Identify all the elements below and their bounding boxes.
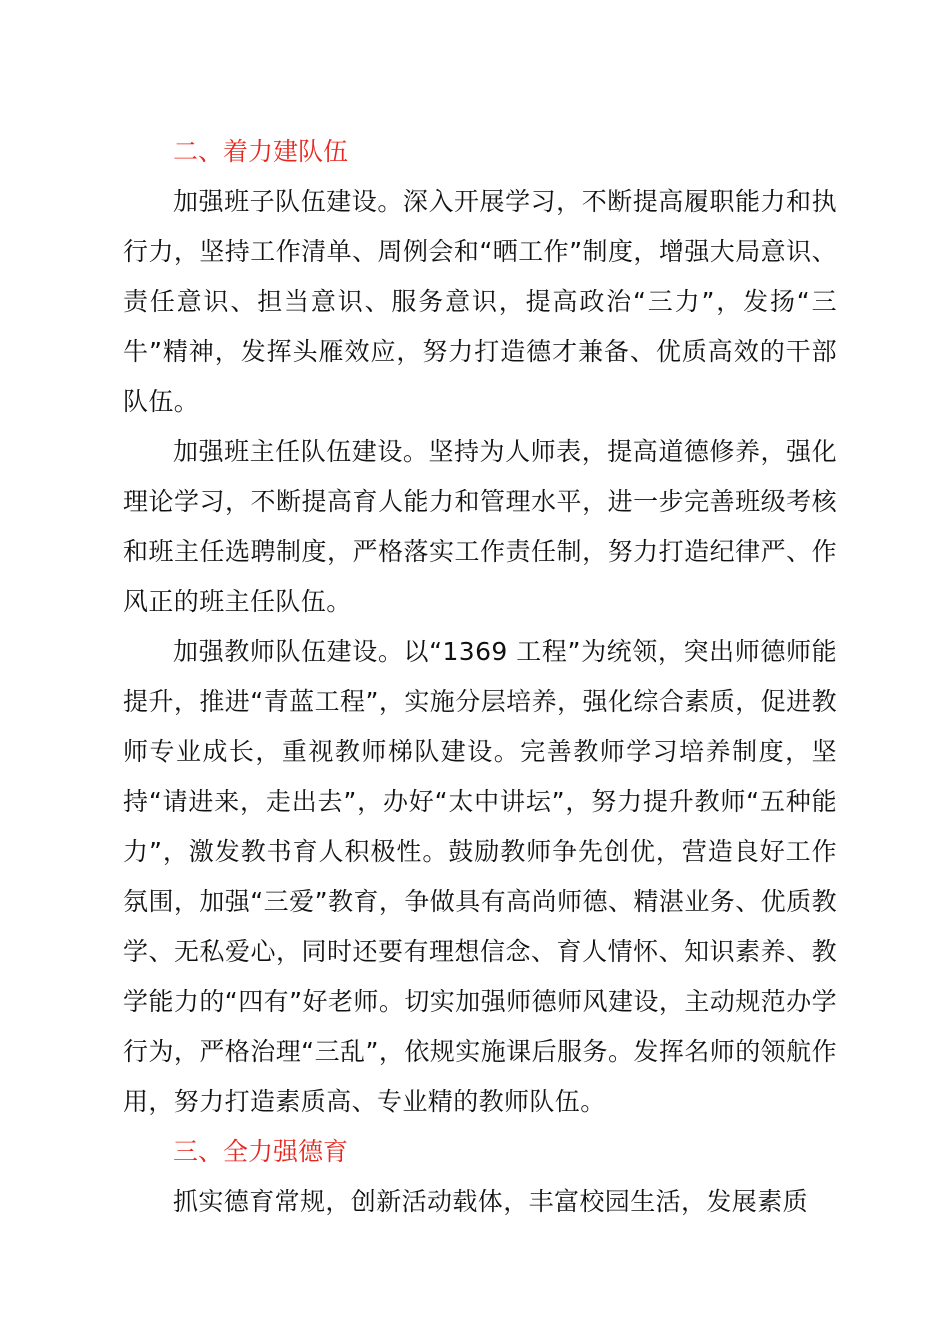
paragraph-class-teacher-team: 加强班主任队伍建设。坚持为人师表，提高道德修养，强化理论学习，不断提高育人能力和管理水平，进一步完善班级考核和班主任选聘制度，严格落实工作责任制，努力打造纪律严、作风正的班主任队伍。 xyxy=(123,437,837,616)
paragraph-moral-education: 抓实德育常规，创新活动载体，丰富校园生活，发展素质 xyxy=(173,1187,809,1216)
document-body xyxy=(123,127,837,1227)
paragraph-teacher-team: 加强教师队伍建设。以“1369 工程”为统领，突出师德师能提升，推进“青蓝工程”，实施分层培养，强化综合素质，促进教师专业成长，重视教师梯队建设。完善教师学习培养制度，坚持“请进来，走出去”，办好“太中讲坛”，努力提升教师“五种能力”，激发教书育人积极性。鼓励教师争先创优，营造良好工作氛围，加强“三爱”教育，争做具有高尚师德、精湛业务、优质教学、无私爱心，同时还要有理想信念、育人情怀、知识素养、教学能力的“四有”好老师。切实加强师德师风建设，主动规范办学行为，严格治理“三乱”，依规实施课后服务。发挥名师的领航作用，努力打造素质高、专业精的教师队伍。 xyxy=(123,637,837,1116)
section-heading-team-building: 二、着力建队伍 xyxy=(173,137,349,166)
section-heading-moral-education: 三、全力强德育 xyxy=(173,1137,349,1166)
paragraph-leadership-team: 加强班子队伍建设。深入开展学习，不断提高履职能力和执行力，坚持工作清单、周例会和“晒工作”制度，增强大局意识、责任意识、担当意识、服务意识，提高政治“三力”，发扬“三牛”精神，发挥头雁效应，努力打造德才兼备、优质高效的干部队伍。 xyxy=(123,187,837,416)
